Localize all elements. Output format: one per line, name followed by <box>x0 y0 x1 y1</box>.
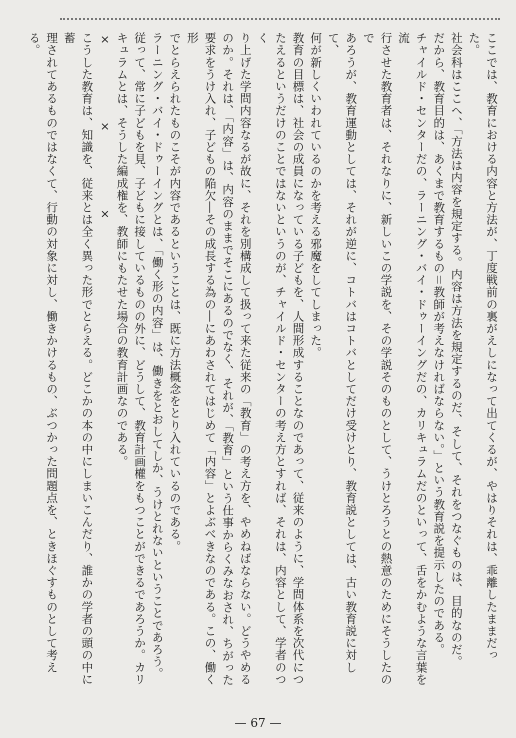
top-dotted-rule <box>60 18 500 20</box>
text-line: だから、教育目的は、あくまで教育するもの＝教師が考えなければならない。」という教育説を提示したのである。 <box>432 32 447 656</box>
text-line: た。 <box>467 32 482 57</box>
text-line: 従って、常に子どもを見、子どもに接しているものの外に、どうして、教育計画權をもつことができるであろうか。カリ <box>133 32 148 686</box>
text-line: り上げた学問内容なるが故に、それを別構成して扱って来た従来の「教育」の考え方を、やめねばならない。どうやめる <box>238 32 253 686</box>
text-line: でとらえられたものこそが内容であるということは、既に方法概念をとり入れているのである。 <box>168 32 183 553</box>
text-line: 理されてあるものではなくて、行動の対象に対し、働きかけるもの、ぶつかった問題点を、ときほぐすものとして考える。 <box>27 32 60 674</box>
text-line: 要求をうけ入れ、子どもの陥欠―その成長する為の―にあわされてはじめて「内容」とよぶべきなのである。この、働く形 <box>185 32 218 686</box>
text-line: あろうが、教育運動としては、それが逆に、コトバはコトバとしてだけ受けとり、教育説としては、古い教育説に対して、 <box>326 32 359 674</box>
text-line: 何が新しくいわれているのかを考える邪魔をしてしまった。 <box>309 32 324 359</box>
text-line: キュラムとは、そうした編成権を、教師にもたせた場合の教育計画なのである。 <box>115 32 130 468</box>
section-separator: × × × <box>97 32 112 221</box>
text-line: ラーニング・バイ・ドゥーイングとは、「働く形の内容」は、働きをとおしてしか、うけとれないということであろう。 <box>150 32 165 680</box>
text-line: のか。それは、「内容」は、内容のままでそこにあるのでなく、それが、「教育」という仕事からくみなおされ、ちがった <box>221 32 236 686</box>
text-line: 教育の目標は、社会の成員になっている子どもを、人間形成することなのであって、従来のように、学問体系を次代につ <box>291 32 306 686</box>
text-line: ここでは、教育における内容と方法が、丁度戦前の裏がえしになって出てくるが、やはりそれは、乖離したままだっ <box>485 32 499 662</box>
text-line: 社会科はここへ、「方法は内容を規定する。内容は方法を規定するのだ、そして、それをつなぐものは、目的なのだ。 <box>449 32 464 668</box>
vertical-text-body <box>27 32 500 692</box>
text-line: チャイルド・センターだの、ラーニング・バイ・ドゥーイングだの、カリキュラムだのといって、舌をかむような言葉を流 <box>397 32 429 686</box>
text-line: たえるというだけのことではないというのが、チャイルド・センターの考え方とすれば、それは、内容として、学者のつく <box>256 32 288 686</box>
text-line: 行させた教育者は、それなりに、新しいこの学説を、その学説そのものとして、うけとろうとの熱意のためにそうしたので <box>361 32 394 686</box>
text-line: こうした教育は、知識を、従来とは全く異った形でとらえる。どこかの本の中にしまいこんだり、誰かの学者の頭の中に蓄 <box>62 32 95 686</box>
page-number: — 67 — <box>234 716 282 730</box>
